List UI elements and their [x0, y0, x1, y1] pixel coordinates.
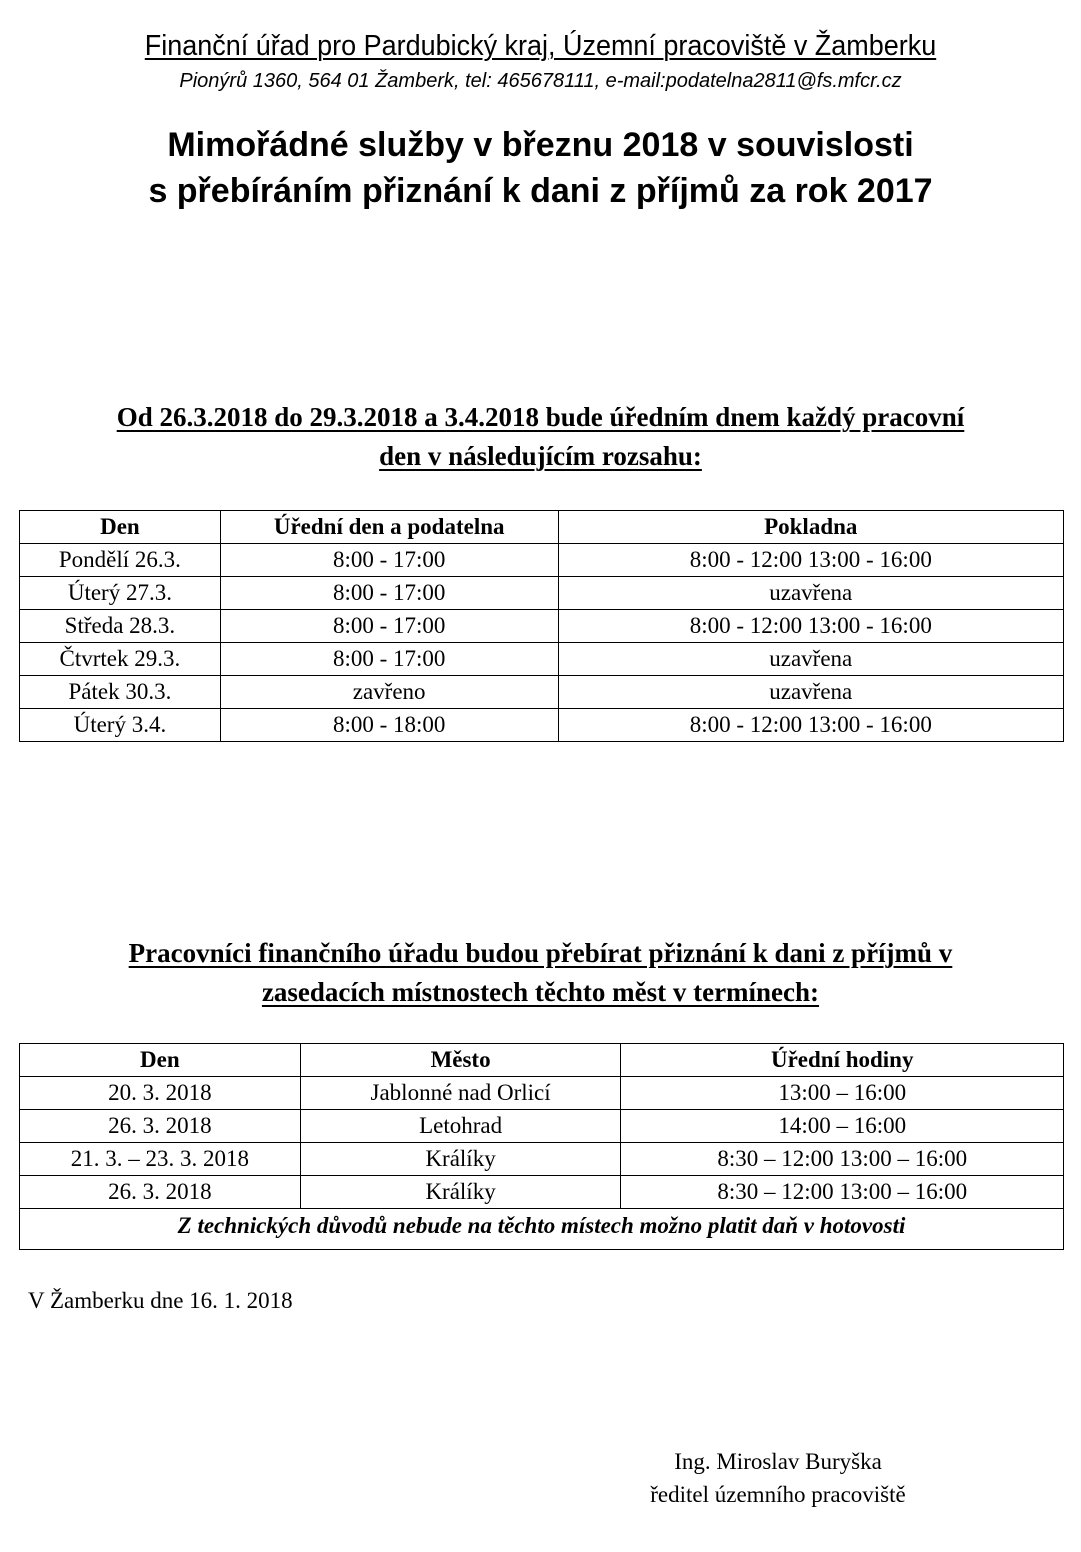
town-cell: Jablonné nad Orlicí [300, 1077, 621, 1110]
town-cell: Králíky [300, 1143, 621, 1176]
office-hours-cell: 8:00 - 17:00 [220, 577, 558, 610]
town-cell: Letohrad [300, 1110, 621, 1143]
cash-desk-cell: uzavřena [558, 676, 1063, 709]
section2-heading-line-2: zasedacích místnostech těchto měst v termínech: [261, 977, 820, 1007]
table-row [20, 610, 1064, 643]
column-header: Den [20, 511, 221, 544]
table-header-row [20, 1044, 1064, 1077]
column-header: Pokladna [558, 511, 1063, 544]
table-row [20, 709, 1064, 742]
cash-desk-cell: 8:00 - 12:00 13:00 - 16:00 [558, 544, 1063, 577]
office-hours-table [19, 510, 1064, 742]
office-hours-cell: 8:00 - 18:00 [220, 709, 558, 742]
table-row [20, 577, 1064, 610]
date-cell: 20. 3. 2018 [20, 1077, 301, 1110]
office-hours-cell: 8:00 - 17:00 [220, 643, 558, 676]
signatory-name: Ing. Miroslav Buryška [674, 1449, 882, 1474]
hours-cell: 8:30 – 12:00 13:00 – 16:00 [621, 1176, 1064, 1209]
column-header: Úřední hodiny [621, 1044, 1064, 1077]
cash-desk-cell: 8:00 - 12:00 13:00 - 16:00 [558, 709, 1063, 742]
office-hours-cell: 8:00 - 17:00 [220, 544, 558, 577]
day-cell: Čtvrtek 29.3. [20, 643, 221, 676]
section1-heading-line-1: Od 26.3.2018 do 29.3.2018 a 3.4.2018 bude úředním dnem každý pracovní [116, 402, 965, 432]
cash-payment-note: Z technických důvodů nebude na těchto místech možno platit daň v hotovosti [20, 1209, 1064, 1250]
section1-heading-line-2: den v následujícím rozsahu: [379, 441, 702, 471]
column-header: Den [20, 1044, 301, 1077]
table-row [20, 1143, 1064, 1176]
office-hours-cell: zavřeno [220, 676, 558, 709]
day-cell: Pondělí 26.3. [20, 544, 221, 577]
day-cell: Pátek 30.3. [20, 676, 221, 709]
table-header-row [20, 511, 1064, 544]
date-cell: 26. 3. 2018 [20, 1110, 301, 1143]
cash-desk-cell: uzavřena [558, 643, 1063, 676]
table-row [20, 643, 1064, 676]
hours-cell: 13:00 – 16:00 [621, 1077, 1064, 1110]
page-title-line-2: s přebíráním přiznání k dani z příjmů za rok 2017 [148, 172, 933, 210]
cash-desk-cell: uzavřena [558, 577, 1063, 610]
table-row [20, 544, 1064, 577]
table-note-row [20, 1209, 1064, 1250]
hours-cell: 14:00 – 16:00 [621, 1110, 1064, 1143]
place-and-date: V Žamberku dne 16. 1. 2018 [28, 1288, 293, 1313]
date-cell: 21. 3. – 23. 3. 2018 [20, 1143, 301, 1176]
town-cell: Králíky [300, 1176, 621, 1209]
table-row [20, 676, 1064, 709]
page-title-line-1: Mimořádné služby v březnu 2018 v souvislosti [167, 126, 914, 164]
date-cell: 26. 3. 2018 [20, 1176, 301, 1209]
cash-desk-cell: 8:00 - 12:00 13:00 - 16:00 [558, 610, 1063, 643]
column-header: Město [300, 1044, 621, 1077]
table-row [20, 1077, 1064, 1110]
table-row [20, 1110, 1064, 1143]
day-cell: Středa 28.3. [20, 610, 221, 643]
office-hours-cell: 8:00 - 17:00 [220, 610, 558, 643]
town-visits-table [19, 1043, 1064, 1250]
hours-cell: 8:30 – 12:00 13:00 – 16:00 [621, 1143, 1064, 1176]
day-cell: Úterý 3.4. [20, 709, 221, 742]
table-row [20, 1176, 1064, 1209]
column-header: Úřední den a podatelna [220, 511, 558, 544]
day-cell: Úterý 27.3. [20, 577, 221, 610]
section2-heading-line-1: Pracovníci finančního úřadu budou přebírat přiznání k dani z příjmů v [128, 938, 953, 968]
signatory-role: ředitel územního pracoviště [650, 1482, 906, 1507]
office-name: Finanční úřad pro Pardubický kraj, Územní pracoviště v Žamberku [144, 30, 937, 62]
office-address: Pionýrů 1360, 564 01 Žamberk, tel: 465678111, e-mail:podatelna2811@fs.mfcr.cz [179, 70, 902, 92]
